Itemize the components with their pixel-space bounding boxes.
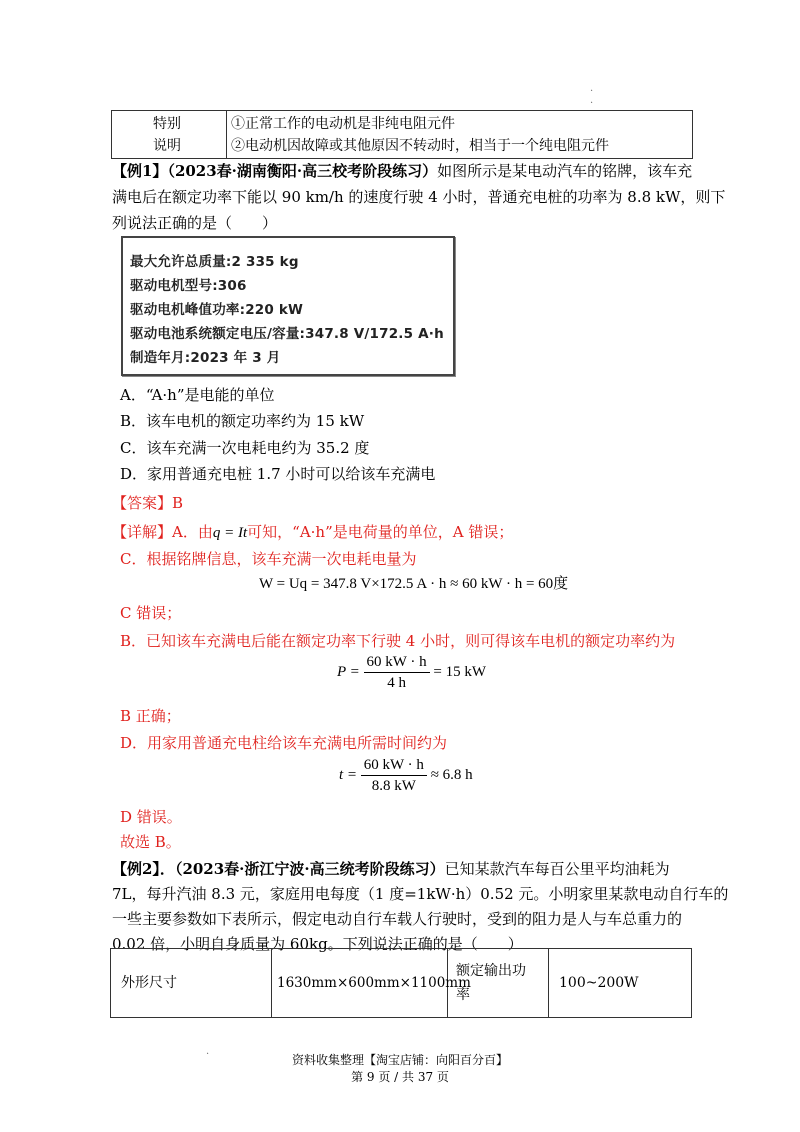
footer-page-number: 第 9 页 / 共 37 页: [351, 1070, 449, 1084]
c-wrong: C 错误；: [120, 604, 182, 622]
param-label-power-1: 额定输出功: [456, 963, 526, 979]
formula-energy: W = Uq = 347.8 V×172.5 A · h ≈ 60 kW · h = 60度: [259, 576, 569, 592]
conclusion: 故选 B。: [120, 833, 181, 851]
example2-stem-2: 7L，每升汽油 8.3 元，家庭用电每度（1 度=1kW·h）0.52 元。小明家里某款电动自行车的: [112, 885, 729, 903]
formula-time-numerator: 60 kW · h: [361, 755, 427, 776]
formula-q-it: q = It: [212, 525, 248, 541]
table-text-row1: ①正常工作的电动机是非纯电阻元件: [231, 116, 455, 132]
footer-dot: ·: [206, 1049, 210, 1060]
analysis-c: C．根据铭牌信息，该车充满一次电耗电量为: [120, 550, 417, 568]
footer-source: 资料收集整理【淘宝店铺：向阳百分百】: [291, 1053, 508, 1067]
car-nameplate: [121, 236, 455, 376]
table-label-row1: 特别: [153, 116, 181, 132]
example2-stem-4: 0.02 倍，小明自身质量为 60kg。下列说法正确的是（ ）: [112, 935, 523, 953]
example1-stem-3: 列说法正确的是（ ）: [112, 214, 278, 232]
example1-stem-2: 满电后在额定功率下能以 90 km/h 的速度行驶 4 小时，普通充电桩的功率为 8.8 kW，则下: [112, 188, 726, 206]
analysis-a: [112, 519, 513, 546]
example1-line1: [112, 158, 692, 184]
param-value-size: 1630mm×600mm×1100mm: [277, 975, 471, 991]
nameplate-line: 驱动电池系统额定电压/容量:347.8 V/172.5 A·h: [130, 326, 444, 342]
param-label-power-2: 率: [456, 987, 470, 1003]
param-label-size: 外形尺寸: [121, 975, 177, 991]
example2-stem-1: 已知某款汽车每百公里平均油耗为: [444, 860, 670, 878]
formula-power-rhs: = 15 kW: [433, 663, 487, 680]
formula-time-lhs: t =: [339, 766, 358, 783]
corner-dot: ·: [590, 86, 594, 97]
option-c: C．该车充满一次电耗电约为 35.2 度: [120, 439, 370, 457]
analysis-a-pre: A．由: [172, 523, 213, 541]
b-correct: B 正确；: [120, 707, 181, 725]
example2-line1: [112, 856, 670, 882]
option-a: A．“A·h”是电能的单位: [120, 386, 275, 404]
option-b: B．该车电机的额定功率约为 15 kW: [120, 412, 365, 430]
formula-power-numerator: 60 kW · h: [364, 652, 430, 673]
table-label-row2: 说明: [153, 138, 181, 154]
d-wrong: D 错误。: [120, 808, 182, 826]
nameplate-line: 制造年月:2023 年 3 月: [130, 350, 281, 366]
analysis-a-post: 可知，“A·h”是电荷量的单位，A 错误；: [247, 523, 514, 541]
formula-time-rhs: ≈ 6.8 h: [430, 766, 473, 783]
option-d: D．家用普通充电桩 1.7 小时可以给该车充满电: [120, 465, 436, 483]
param-value-power: 100~200W: [559, 975, 639, 991]
nameplate-line: 驱动电机峰值功率:220 kW: [130, 302, 304, 318]
formula-time-fraction: [361, 755, 427, 796]
example2-stem-3: 一些主要参数如下表所示，假定电动自行车载人行驶时，受到的阻力是人与车总重力的: [112, 910, 683, 928]
example1-source: （2023春·湖南衡阳·高三校考阶段练习）: [167, 162, 438, 180]
ebike-params-table: [110, 948, 692, 1018]
table-divider: [548, 949, 549, 1017]
formula-power-denominator: 4 h: [387, 675, 406, 691]
table-divider: [271, 949, 272, 1017]
table-text-row2: ②电动机因故障或其他原因不转动时，相当于一个纯电阻元件: [231, 138, 609, 154]
formula-power-fraction: [364, 652, 430, 693]
special-notes-table: [111, 110, 693, 159]
formula-power-lhs: P =: [337, 663, 360, 680]
answer: 【答案】B: [112, 494, 184, 512]
example2-tag: 【例2】．: [112, 860, 175, 878]
formula-time-denominator: 8.8 kW: [371, 778, 416, 794]
example1-stem-1: 如图所示是某电动汽车的铭牌，该车充: [437, 162, 693, 180]
formula-power: [337, 652, 486, 693]
analysis-b: B．已知该车充满电后能在额定功率下行驶 4 小时，则可得该车电机的额定功率约为: [120, 632, 676, 650]
nameplate-line: 最大允许总质量:2 335 kg: [130, 254, 299, 270]
example1-tag: 【例1】: [112, 162, 168, 180]
analysis-tag: 【详解】: [112, 523, 173, 541]
corner-dot: ·: [590, 98, 594, 109]
analysis-d: D．用家用普通充电柱给该车充满电所需时间约为: [120, 734, 448, 752]
formula-time: [339, 755, 473, 796]
nameplate-line: 驱动电机型号:306: [130, 278, 247, 294]
example2-source: （2023春·浙江宁波·高三统考阶段练习）: [174, 860, 445, 878]
